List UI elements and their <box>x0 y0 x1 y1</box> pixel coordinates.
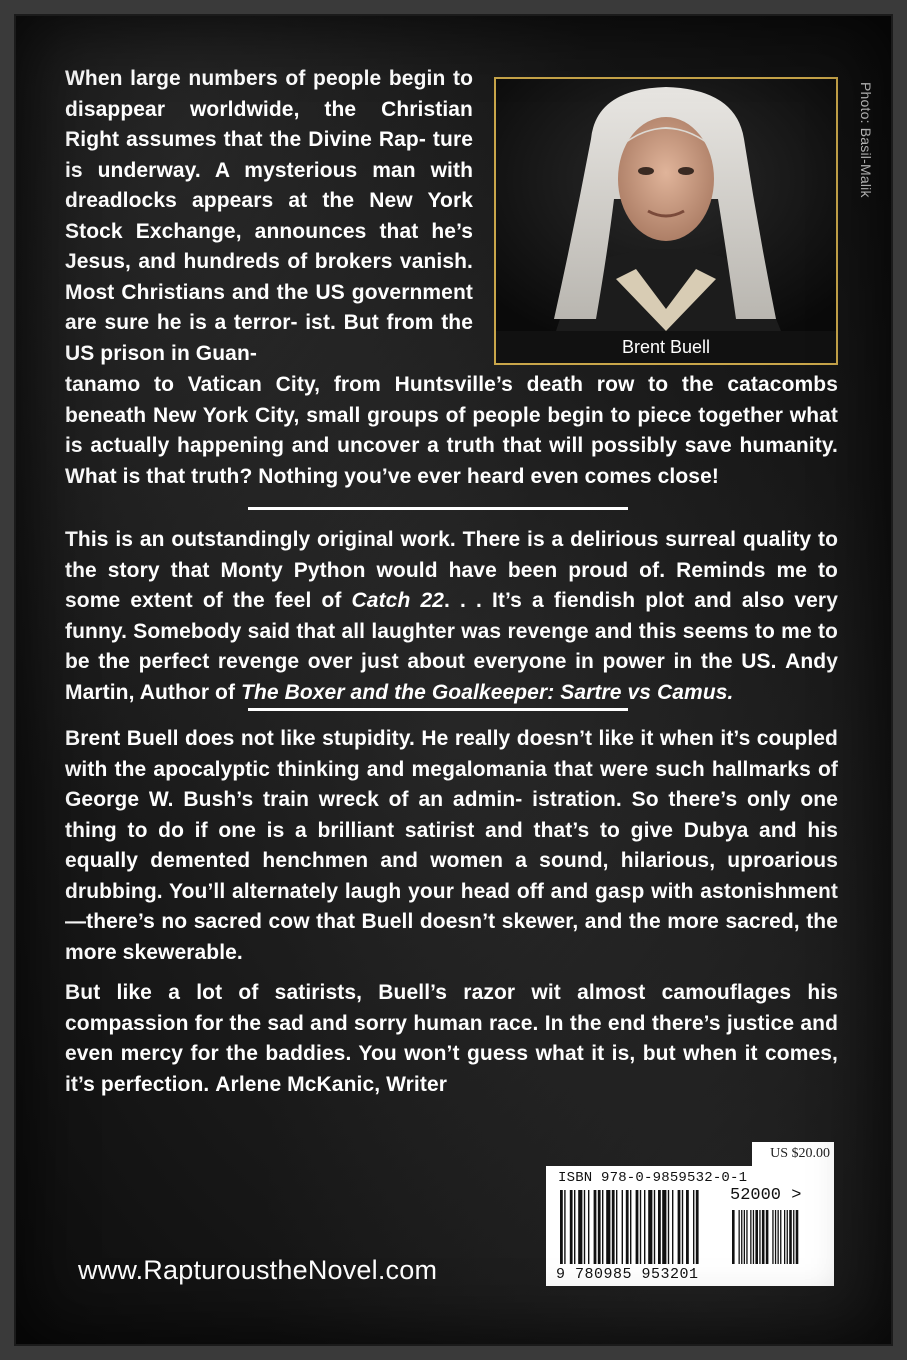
review-author-name: Arlene McKanic <box>215 1072 375 1096</box>
review-author-role: , Writer <box>374 1072 447 1096</box>
section-divider <box>248 507 628 510</box>
section-divider <box>248 708 628 711</box>
isbn-barcode <box>546 1166 834 1286</box>
author-photo <box>496 79 836 331</box>
blurb-paragraph-rest: tanamo to Vatican City, from Huntsville’s death row to the catacombs beneath New York City, small groups of people begin to piece together what is actually happening and uncover a truth that will possibly save humanity. What is that truth? Nothing you’ve ever heard even comes close! <box>65 373 838 488</box>
website-url: www.RapturoustheNovel.com <box>78 1255 438 1285</box>
quote-author-name: Andy Martin, <box>65 650 838 704</box>
quote-author-role: Author of <box>134 680 242 704</box>
review-text: But like a lot of satirists, Buell’s razor wit almost camouflages his compassion for the sad and sorry human race. In the end there’s justice and even mercy for the baddies. You won’t guess what it is, but when it comes, it’s perfection. <box>65 981 838 1096</box>
isbn-number: ISBN 978-0-9859532-0-1 <box>558 1170 748 1186</box>
blurb-paragraph-top: When large numbers of people begin to disappear worldwide, the Christian Right assumes that the Divine Rap- ture is underway. A mysterious man with dreadlocks appears at the New York Stock Exchange, announces that he’s Jesus, and hundreds of brokers vanish. Most Christians and the US government are sure he is a terror- ist. But from the US prison in Guan- <box>65 67 473 365</box>
review-paragraph-2 <box>65 978 838 1100</box>
author-photo-frame <box>494 77 838 365</box>
ean-digits: 9 780985 953201 <box>556 1266 699 1283</box>
photo-caption: Brent Buell <box>496 331 836 363</box>
quote-book-reference: Catch 22 <box>351 589 444 612</box>
review-quote-andy-martin <box>65 525 838 708</box>
price-label: US $20.00 <box>752 1142 834 1166</box>
quote-text-a: This is an outstandingly original work. There is a delirious surreal quality to the story that Monty Python would have been proud of. Reminds me to some extent of the feel of <box>65 528 838 612</box>
photo-credit: Photo: Basil-Malik <box>858 82 874 198</box>
quote-author-book: The Boxer and the Goalkeeper: Sartre vs Camus. <box>241 680 734 704</box>
barcode-price-code: 52000 > <box>730 1186 802 1205</box>
review-paragraph-1: Brent Buell does not like stupidity. He really doesn’t like it when it’s coupled with the apocalyptic thinking and megalomania that were such hallmarks of George W. Bush’s train wreck of an admin- istration. So there’s only one thing to do if one is a brilliant satirist and that’s to give Dubya and his equally demented henchmen and women a sound, hilarious, uproarious drubbing. You’ll alternately laugh your head off and gasp with astonishment—there’s no sacred cow that Buell doesn’t skewer, and the more sacred, the more skewerable. <box>65 727 838 964</box>
quote-text-b: . . . It’s a fiendish plot and also very funny. Somebody said that all laughter was revenge and this seems to me to be the perfect revenge over just about everyone in power in the US. <box>65 589 838 673</box>
